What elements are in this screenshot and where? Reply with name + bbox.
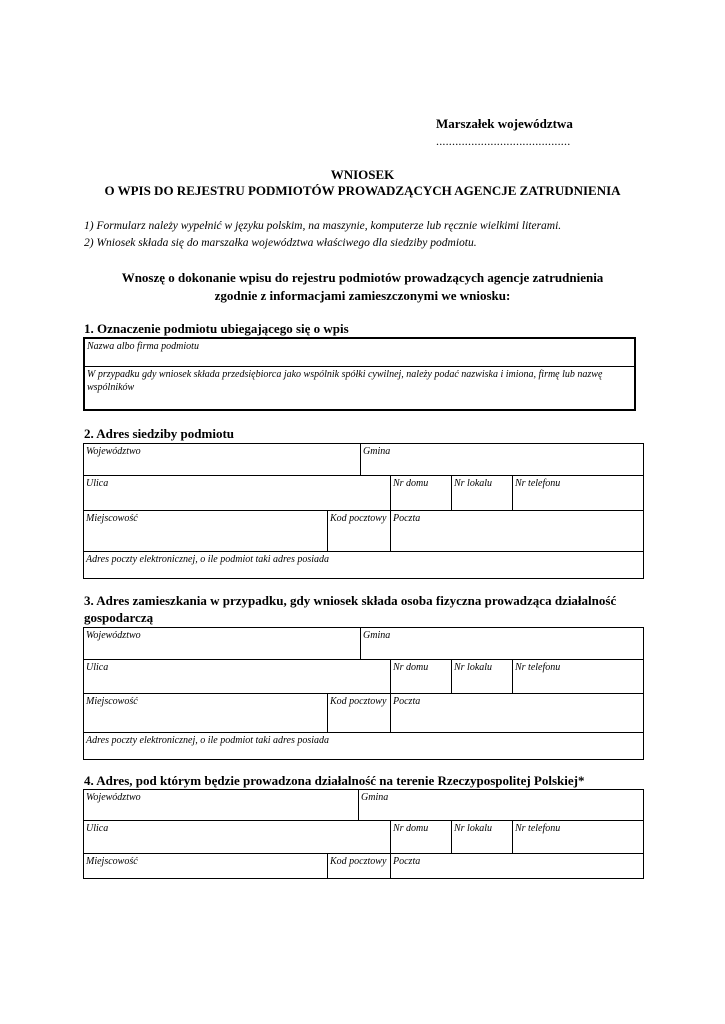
s4-phone-field[interactable]	[513, 821, 643, 853]
s2-email-field[interactable]	[84, 552, 643, 578]
s2-post-office-field[interactable]	[391, 511, 643, 551]
s4-commune-label: Gmina	[361, 792, 389, 803]
entity-name-field[interactable]	[85, 339, 634, 367]
s2-phone-label: Nr telefonu	[515, 478, 561, 489]
section-4-title: 4. Adres, pod którym będzie prowadzona działalność na terenie Rzeczypospolitej Polskiej*	[84, 773, 585, 788]
section-2-title: 2. Adres siedziby podmiotu	[84, 426, 235, 441]
s3-voivodeship-field[interactable]	[84, 628, 360, 659]
s3-apt-no-label: Nr lokalu	[454, 662, 493, 673]
request-line-1: Wnoszę o dokonanie wpisu do rejestru podmiotów prowadzących agencje zatrudnienia	[121, 270, 604, 285]
s4-house-no-label: Nr domu	[393, 823, 429, 834]
s2-postal-code-field[interactable]	[328, 511, 390, 551]
s4-phone-label: Nr telefonu	[515, 823, 561, 834]
s2-postal-code-label: Kod pocztowy	[330, 513, 387, 524]
request-line-2: zgodnie z informacjami zamieszczonymi we wniosku:	[214, 288, 511, 303]
recipient-dots: ..........................................	[436, 134, 571, 148]
s2-commune-field[interactable]	[361, 444, 643, 475]
s3-postal-code-field[interactable]	[328, 694, 390, 732]
s4-apt-no-label: Nr lokalu	[454, 823, 493, 834]
s2-apt-no-field[interactable]	[452, 476, 512, 510]
instruction-1: 1) Formularz należy wypełnić w języku polskim, na maszynie, komputerze lub ręcznie wielkimi literami.	[84, 220, 562, 232]
s2-house-no-label: Nr domu	[393, 478, 429, 489]
s4-street-field[interactable]	[84, 821, 390, 853]
s3-city-label: Miejscowość	[86, 696, 138, 707]
s4-city-field[interactable]	[84, 854, 327, 878]
entity-name-label: Nazwa albo firma podmiotu	[87, 341, 199, 352]
s3-postal-code-label: Kod pocztowy	[330, 696, 387, 707]
s3-city-field[interactable]	[84, 694, 327, 732]
s3-apt-no-field[interactable]	[452, 660, 512, 693]
s3-email-field[interactable]	[84, 733, 643, 759]
s2-city-label: Miejscowość	[86, 513, 138, 524]
s2-city-field[interactable]	[84, 511, 327, 551]
s2-voivodeship-label: Województwo	[86, 446, 141, 457]
s3-street-label: Ulica	[86, 662, 109, 673]
instruction-2: 2) Wniosek składa się do marszałka województwa właściwego dla siedziby podmiotu.	[84, 237, 477, 249]
s3-phone-field[interactable]	[513, 660, 643, 693]
s3-phone-label: Nr telefonu	[515, 662, 561, 673]
s4-voivodeship-label: Województwo	[86, 792, 141, 803]
section-3-title: 3. Adres zamieszkania w przypadku, gdy wniosek składa osoba fizyczna prowadząca działalność gospodarczą	[84, 593, 617, 625]
section-3-table	[83, 627, 644, 760]
s4-postal-code-field[interactable]	[328, 854, 390, 878]
s4-voivodeship-field[interactable]	[84, 790, 358, 820]
s2-street-field[interactable]	[84, 476, 390, 510]
s3-email-label: Adres poczty elektronicznej, o ile podmiot taki adres posiada	[86, 735, 330, 746]
s4-postal-code-label: Kod pocztowy	[330, 856, 387, 867]
s4-city-label: Miejscowość	[86, 856, 138, 867]
s4-apt-no-field[interactable]	[452, 821, 512, 853]
s2-apt-no-label: Nr lokalu	[454, 478, 493, 489]
section-1-title: 1. Oznaczenie podmiotu ubiegającego się o wpis	[84, 321, 349, 336]
section-4-table	[83, 789, 644, 879]
s3-street-field[interactable]	[84, 660, 390, 693]
s3-post-office-field[interactable]	[391, 694, 643, 732]
recipient-label: Marszałek województwa	[436, 116, 573, 131]
section-2-table	[83, 443, 644, 579]
s2-email-label: Adres poczty elektronicznej, o ile podmiot taki adres posiada	[86, 554, 330, 565]
s2-post-office-label: Poczta	[393, 513, 421, 524]
form-title: WNIOSEK	[330, 167, 395, 182]
s3-post-office-label: Poczta	[393, 696, 421, 707]
s4-commune-field[interactable]	[359, 790, 643, 820]
s3-commune-field[interactable]	[361, 628, 643, 659]
s3-voivodeship-label: Województwo	[86, 630, 141, 641]
s3-commune-label: Gmina	[363, 630, 391, 641]
s4-post-office-label: Poczta	[393, 856, 421, 867]
s2-street-label: Ulica	[86, 478, 109, 489]
s3-house-no-label: Nr domu	[393, 662, 429, 673]
s4-street-label: Ulica	[86, 823, 109, 834]
partners-field[interactable]	[85, 367, 634, 409]
s2-phone-field[interactable]	[513, 476, 643, 510]
form-subtitle: O WPIS DO REJESTRU PODMIOTÓW PROWADZĄCYCH AGENCJE ZATRUDNIENIA	[104, 183, 621, 198]
s2-house-no-field[interactable]	[391, 476, 451, 510]
s4-house-no-field[interactable]	[391, 821, 451, 853]
section-1-table	[83, 337, 636, 411]
s2-commune-label: Gmina	[363, 446, 391, 457]
s3-house-no-field[interactable]	[391, 660, 451, 693]
s4-post-office-field[interactable]	[391, 854, 643, 878]
s2-voivodeship-field[interactable]	[84, 444, 360, 475]
partners-label: W przypadku gdy wniosek składa przedsiębiorca jako wspólnik spółki cywilnej, należy podać nazwiska i imiona, firmę lub nazwę wspólników	[87, 369, 603, 393]
